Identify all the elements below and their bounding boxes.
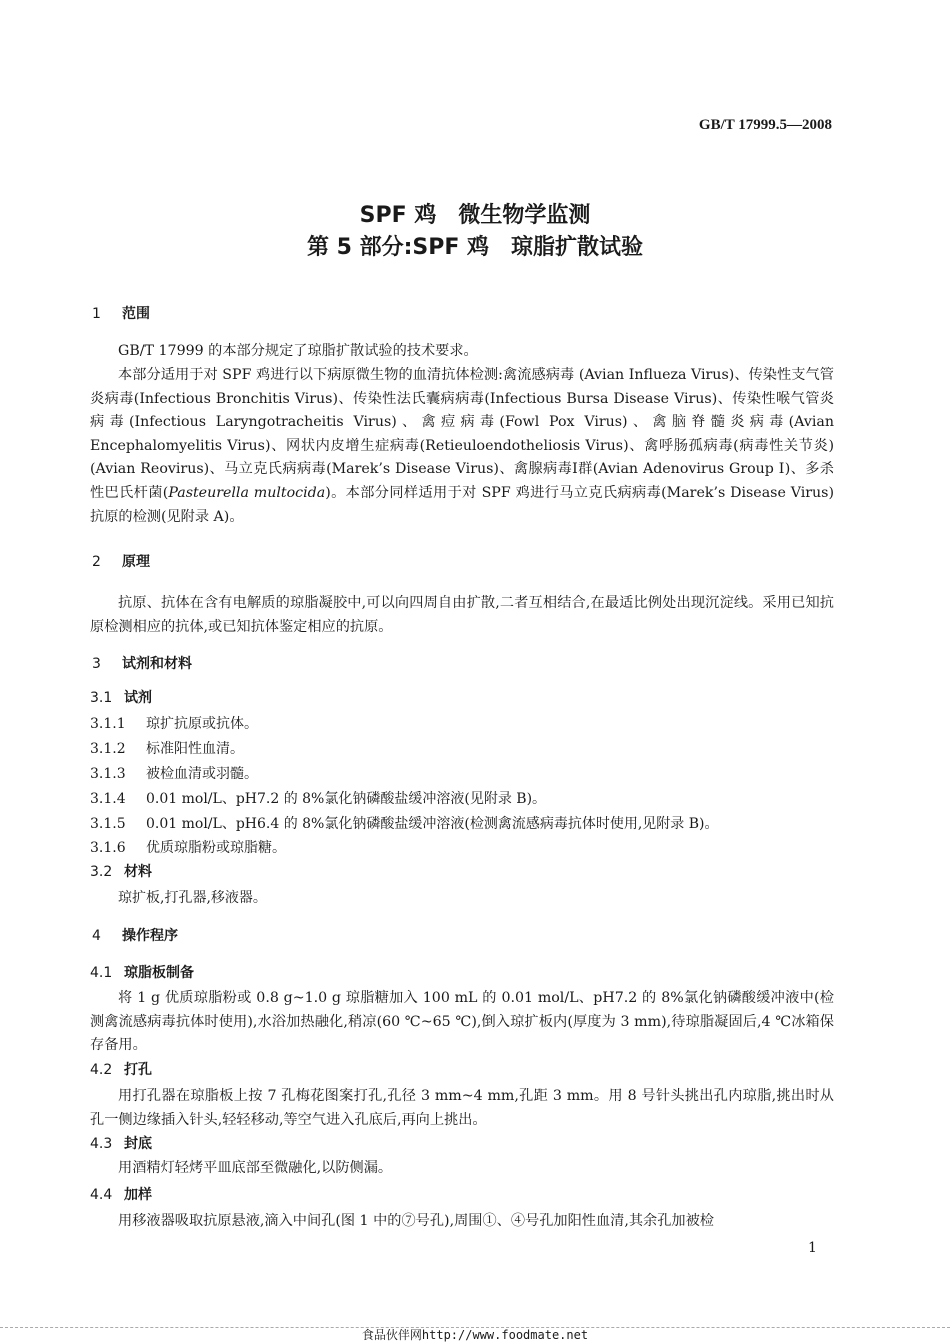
section-3-2-text: 琼扩板,打孔器,移液器。 (118, 890, 267, 906)
standard-number: GB/T 17999.5—2008 (698, 117, 832, 133)
list-item: 3.1.1 琼扩抗原或抗体。 (90, 716, 258, 732)
section-4-2-heading: 4.2 打孔 (90, 1062, 152, 1078)
section-4-3-paragraph: 用酒精灯轻烤平皿底部至微融化,以防侧漏。 (118, 1160, 393, 1176)
list-item: 3.1.5 0.01 mol/L、pH6.4 的 8%氯化钠磷酸盐缓冲溶液(检测禽流感病毒抗体时使用,见附录 B)。 (90, 816, 719, 832)
footer-watermark: 食品伙伴网http://www.foodmate.net (0, 1326, 950, 1343)
section-4-heading: 4 操作程序 (92, 928, 178, 944)
section-4-1-heading: 4.1 琼脂板制备 (90, 965, 194, 981)
document-title-line2: 第 5 部分:SPF 鸡 琼脂扩散试验 (306, 235, 644, 260)
section-4-3-heading: 4.3 封底 (90, 1136, 152, 1152)
page-number: 1 (808, 1240, 817, 1256)
list-item: 3.1.4 0.01 mol/L、pH7.2 的 8%氯化钠磷酸盐缓冲溶液(见附录 B)。 (90, 791, 547, 807)
section-3-heading: 3 试剂和材料 (92, 656, 192, 672)
section-4-2-paragraph: 用打孔器在琼脂板上按 7 孔梅花图案打孔,孔径 3 mm~4 mm,孔距 3 mm。用 8 号针头挑出孔内琼脂,挑出时从孔一侧边缘插入针头,轻轻移动,等空气进入孔底后,再向上挑出。 (90, 1088, 834, 1128)
section-3-1-heading: 3.1 试剂 (90, 690, 152, 706)
section-4-4-heading: 4.4 加样 (90, 1187, 152, 1203)
section-1-paragraph-1: GB/T 17999 的本部分规定了琼脂扩散试验的技术要求。 (118, 343, 478, 359)
document-title-line1: SPF 鸡 微生物学监测 (359, 203, 591, 228)
section-1-paragraph-2: 本部分适用于对 SPF 鸡进行以下病原微生物的血清抗体检测:禽流感病毒 (Avian Influeza Virus)、传染性支气管炎病毒(Infectious Bronchitis Virus)、传染性法氏囊病病毒(Infectious Bursa Disease Virus)、传染性喉气管炎病毒(Infectious Laryngotracheitis Virus)、禽痘病毒(Fowl Pox Virus)、禽脑脊髓炎病毒(Avian Encephalomyelitis Virus)、网状内皮增生症病毒(Retieuloendotheliosis Virus)、禽呼肠孤病毒(病毒性关节炎)(Avian Reovirus)、马立克氏病病毒(Marek’s Disease Virus)、禽腺病毒Ⅰ群(Avian Adenovirus Group Ⅰ)、多杀性巴氏杆菌(Pasteurella multocida)。本部分同样适用于对 SPF 鸡进行马立克氏病病毒(Marek’s Disease Virus)抗原的检测(见附录 A)。 (90, 367, 834, 525)
section-3-2-heading: 3.2 材料 (90, 864, 152, 880)
section-1-heading: 1 范围 (92, 306, 150, 322)
list-item: 3.1.6 优质琼脂粉或琼脂糖。 (90, 840, 286, 856)
list-item: 3.1.2 标准阳性血清。 (90, 741, 244, 757)
section-4-1-paragraph: 将 1 g 优质琼脂粉或 0.8 g~1.0 g 琼脂糖加入 100 mL 的 0.01 mol/L、pH7.2 的 8%氯化钠磷酸缓冲液中(检测禽流感病毒抗体时使用),水浴加热融化,稍凉(60 ℃~65 ℃),倒入琼扩板内(厚度为 3 mm),待琼脂凝固后,4 ℃冰箱保存备用。 (90, 990, 834, 1054)
section-2-heading: 2 原理 (92, 554, 150, 570)
section-4-4-paragraph: 用移液器吸取抗原悬液,滴入中间孔(图 1 中的⑦号孔),周围①、④号孔加阳性血清,其余孔加被检 (118, 1213, 714, 1229)
list-item: 3.1.3 被检血清或羽髓。 (90, 766, 258, 782)
section-2-paragraph: 抗原、抗体在含有电解质的琼脂凝胶中,可以向四周自由扩散,二者互相结合,在最适比例处出现沉淀线。采用已知抗原检测相应的抗体,或已知抗体鉴定相应的抗原。 (90, 595, 834, 635)
